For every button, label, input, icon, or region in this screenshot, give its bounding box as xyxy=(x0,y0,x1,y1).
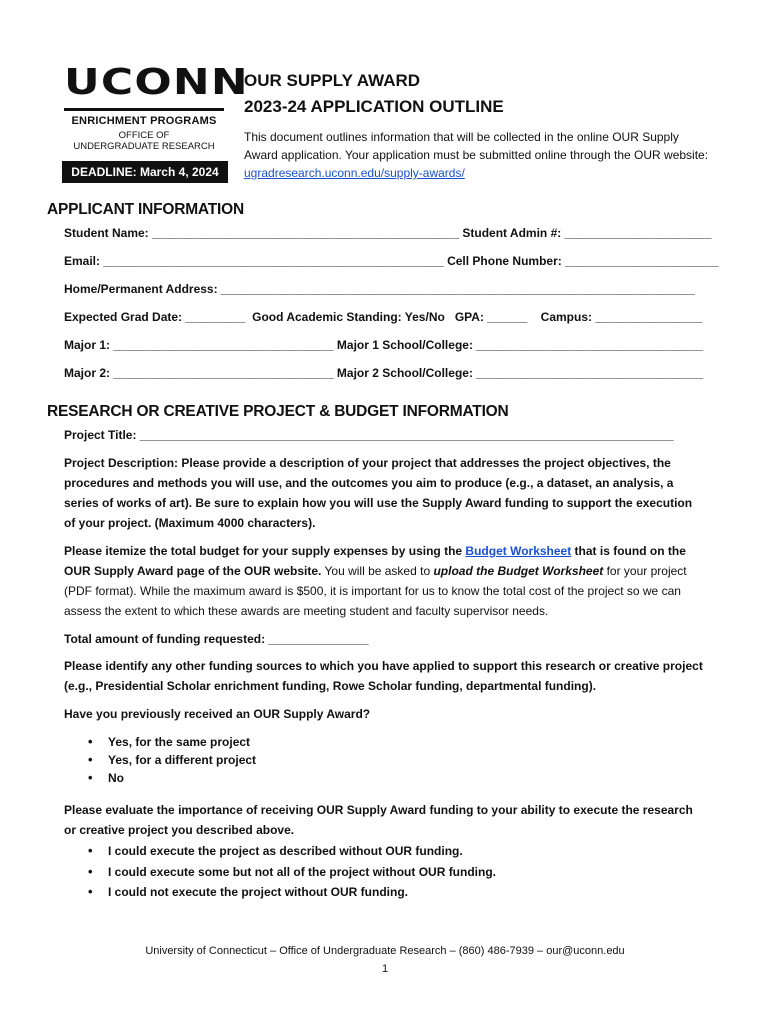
budget-text-2: that is found on the OUR Supply Award page of the OUR website. xyxy=(64,544,686,578)
applicant-heading: APPLICANT INFORMATION xyxy=(47,201,244,218)
option-different-project[interactable]: • Yes, for a different project xyxy=(64,751,256,769)
student-name-row xyxy=(64,226,712,240)
option-execute-without[interactable]: • I could execute the project as described without OUR funding. xyxy=(64,841,496,862)
uconn-logo xyxy=(64,62,249,152)
importance-question: Please evaluate the importance of receiving OUR Supply Award funding to your ability to execute the research or creative project you described above. xyxy=(64,803,693,837)
major2-row xyxy=(64,366,704,380)
previous-award-options xyxy=(64,733,256,787)
student-name-field[interactable]: Student Name: ______________________________________________ xyxy=(64,226,460,240)
footer-contact: University of Connecticut – Office of Undergraduate Research – (860) 486-7939 – our@uconn.edu xyxy=(145,945,625,957)
logo-line1: ENRICHMENT PROGRAMS xyxy=(71,115,217,127)
major1-row xyxy=(64,338,704,352)
budget-text-4: for your project (PDF format). While the maximum award is $500, it is important for us to know the total cost of the project so we can assess the extent to which these awards are meeting student and faculty supervisor needs. xyxy=(64,564,687,618)
email-row xyxy=(64,254,719,268)
grad-date-field[interactable]: Expected Grad Date: _________ xyxy=(64,310,246,324)
logo-line3: UNDERGRADUATE RESEARCH xyxy=(73,141,215,152)
document-title xyxy=(244,68,504,120)
address-field[interactable]: Home/Permanent Address: _______________________________________________________________________ xyxy=(64,282,695,296)
budget-upload-emphasis: upload the Budget Worksheet xyxy=(433,564,604,578)
budget-paragraph xyxy=(64,541,706,621)
page-number: 1 xyxy=(381,963,389,975)
option-no[interactable]: • No xyxy=(64,769,256,787)
research-heading: RESEARCH OR CREATIVE PROJECT & BUDGET INFORMATION xyxy=(47,403,509,420)
major2-school-field[interactable]: Major 2 School/College: __________________________________ xyxy=(336,366,704,380)
importance-options xyxy=(64,841,496,903)
cell-phone-field[interactable]: Cell Phone Number: _______________________ xyxy=(447,254,719,268)
budget-text-1: Please itemize the total budget for your supply expenses by using the xyxy=(64,544,466,558)
website-link[interactable]: ugradresearch.uconn.edu/supply-awards/ xyxy=(244,166,465,180)
title-line2: 2023-24 APPLICATION OUTLINE xyxy=(244,97,504,116)
budget-worksheet-link[interactable]: Budget Worksheet xyxy=(465,544,572,558)
project-title-field[interactable]: Project Title: ________________________________________________________________________________ xyxy=(64,428,674,442)
academic-standing-field[interactable]: Good Academic Standing: Yes/No xyxy=(252,310,445,324)
intro-text: This document outlines information that will be collected in the online OUR Supply Award application. Your application must be submitted online through the OUR website: xyxy=(244,130,709,162)
total-funding-field[interactable]: Total amount of funding requested: _______________ xyxy=(64,632,369,646)
project-description: Project Description: Please provide a description of your project that addresses the project objectives, the procedures and methods you will use, and the outcomes you aim to produce (e.g., a dataset, an analysis, a series of works of art). Be sure to explain how you will use the Supply Award funding to support the execution of your project. (Maximum 4000 characters). xyxy=(64,456,693,530)
title-line1: OUR SUPPLY AWARD xyxy=(244,71,421,90)
email-field[interactable]: Email: ___________________________________________________ xyxy=(64,254,444,268)
option-same-project[interactable]: • Yes, for the same project xyxy=(64,733,256,751)
other-funding-sources: Please identify any other funding sources to which you have applied to support this research or creative project (e.g., Presidential Scholar enrichment funding, Rowe Scholar funding, departmental funding). xyxy=(64,659,703,693)
major1-school-field[interactable]: Major 1 School/College: __________________________________ xyxy=(336,338,704,352)
major1-field[interactable]: Major 1: _________________________________ xyxy=(64,338,334,352)
campus-field[interactable]: Campus: ________________ xyxy=(540,310,703,324)
logo-rule xyxy=(64,108,224,111)
option-execute-some[interactable]: • I could execute some but not all of the project without OUR funding. xyxy=(64,862,496,883)
deadline-badge: DEADLINE: March 4, 2024 xyxy=(62,161,228,183)
gpa-field[interactable]: GPA: ______ xyxy=(454,310,528,324)
grad-date-row xyxy=(64,310,704,324)
logo-wordmark: UCONN xyxy=(64,62,249,103)
intro-paragraph xyxy=(244,128,714,182)
budget-text-3: You will be asked to xyxy=(321,564,434,578)
address-row xyxy=(64,282,704,296)
logo-line2: OFFICE OF xyxy=(118,130,170,141)
option-could-not-execute[interactable]: • I could not execute the project without OUR funding. xyxy=(64,882,496,903)
student-admin-field[interactable]: Student Admin #: ______________________ xyxy=(462,226,712,240)
major2-field[interactable]: Major 2: _________________________________ xyxy=(64,366,334,380)
previous-award-question: Have you previously received an OUR Supply Award? xyxy=(64,707,371,721)
